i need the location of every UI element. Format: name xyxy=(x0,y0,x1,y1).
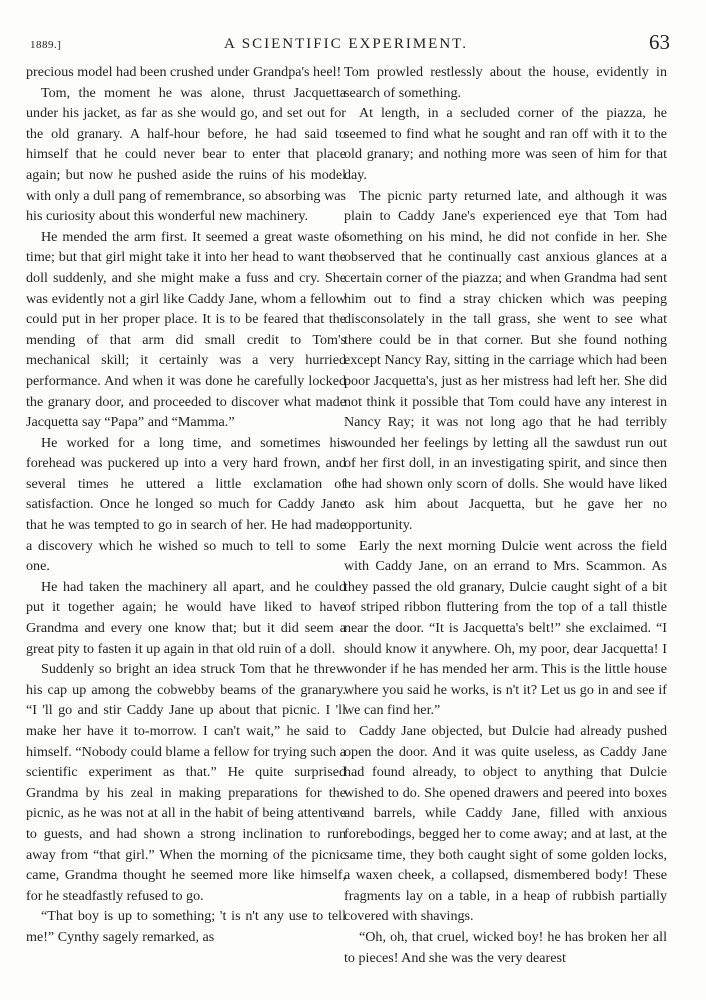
paragraph: He worked for a long time, and sometimes his forehead was puckered up into a very hard frown, and several times he uttered a little exclamation of satisfaction. Once he longed so much for Caddy Jane that he was tempted to go in search of her. He had made a discovery which he wished so much to tell to some one. xyxy=(26,434,346,575)
paragraph: “That boy is up to something; 't is n't any use to tell me!” Cynthy sagely remarked, as xyxy=(26,908,346,945)
header-title: A SCIENTIFIC EXPERIMENT. xyxy=(224,36,468,52)
running-header xyxy=(22,30,670,60)
paragraph: He mended the arm first. It seemed a great waste of time; but that girl might take it into her head to want the doll suddenly, and she might make a fuss and cry. She was evidently not a girl like Caddy Jane, whom a fellow could put in her proper place. It is to be feared that the mending of that arm did small credit to Tom's mechanical skill; it certainly was a very hurried performance. And when it was done he carefully locked the granary door, and proceeded to discover what made Jacquetta say “Papa” and “Mamma.” xyxy=(26,228,346,431)
page-number: 63 xyxy=(649,30,670,54)
paragraph: Caddy Jane objected, but Dulcie had already pushed open the door. And it was quite useless, as Caddy Jane had found already, to object to anything that Dulcie wished to do. She opened drawers and peered into boxes and barrels, while Caddy Jane, filled with anxious forebodings, begged her to come away; and at last, at the same time, they both caught sight of some golden locks, a waxen cheek, a collapsed, dismembered body! These fragments lay on a table, in a heap of rubbish partially covered with shavings. xyxy=(344,723,667,925)
paragraph: Tom, the moment he was alone, thrust Jacquetta under his jacket, as far as she would go, and set out for the old granary. A half-hour before, he had said to himself that he could never bear to enter that place again; but now he pushed aside the ruins of his model with only a dull pang of remembrance, so absorbing was his curiosity about this wonderful new machinery. xyxy=(26,84,346,225)
paragraph: The picnic party returned late, and although it was plain to Caddy Jane's experienced eye that Tom had something on his mind, he did not confide in her. She observed that he continually cast anxious glances at a certain corner of the piazza; and when Grandma had sent him out to find a stray chicken which was peeping disconsolately in the tall grass, she went to see what there could be in that corner. But she found nothing except Nancy Ray, sitting in the carriage which had been poor Jacquetta's, just as her mistress had left her. She did not think it possible that Tom could have any interest in Nancy Ray; it was not long ago that he had terribly wounded her feelings by letting all the sawdust run out of her first doll, in an investigating spirit, and since then he had shown only scorn of dolls. She would have liked to ask him about Jacquetta, but he gave her no opportunity. xyxy=(344,187,667,534)
right-column xyxy=(344,62,667,968)
paragraph: Suddenly so bright an idea struck Tom that he threw his cap up among the cobwebby beams of the granary. “I 'll go and stir Caddy Jane up about that picnic. I 'll make her have it to-morrow. I can't wait,” he said to himself. “Nobody could blame a fellow for trying such a scientific experiment as that.” He quite surprised Grandma by his zeal in making preparations for the picnic, as he was not at all in the habit of being attentive to guests, and had shown a strong inclination to run away from “that girl.” When the morning of the picnic came, Grandma thought he seemed more like himself, for he steadfastly refused to go. xyxy=(26,661,346,904)
paragraph: precious model had been crushed under Grandpa's heel! xyxy=(26,64,342,80)
paragraph: At length, in a secluded corner of the piazza, he seemed to find what he sought and ran off with it to the old granary; and nothing more was seen of him for that day. xyxy=(344,105,667,183)
paragraph: He had taken the machinery all apart, and he could put it together again; he would have liked to have Grandma and every one know that; but it did seem a great pity to fasten it up again in that old ruin of a doll. xyxy=(26,578,346,657)
paragraph: “Oh, oh, that cruel, wicked boy! he has broken her all to pieces! And she was the very dearest xyxy=(344,928,667,966)
paragraph: Early the next morning Dulcie went across the field with Caddy Jane, on an errand to Mrs. Scammon. As they passed the old granary, Dulcie caught sight of a bit of striped ribbon fluttering from the top of a tall thistle near the door. “It is Jacquetta's belt!” she exclaimed. “I should know it anywhere. Oh, my poor, dear Jacquetta! I wonder if he has mended her arm. This is the little house where you said he works, is n't it? Let us go in and see if we can find her.” xyxy=(344,537,667,719)
paragraph: Tom prowled restlessly about the house, evidently in search of something. xyxy=(344,64,667,101)
left-column xyxy=(26,62,346,948)
header-date: 1889.] xyxy=(30,39,62,51)
